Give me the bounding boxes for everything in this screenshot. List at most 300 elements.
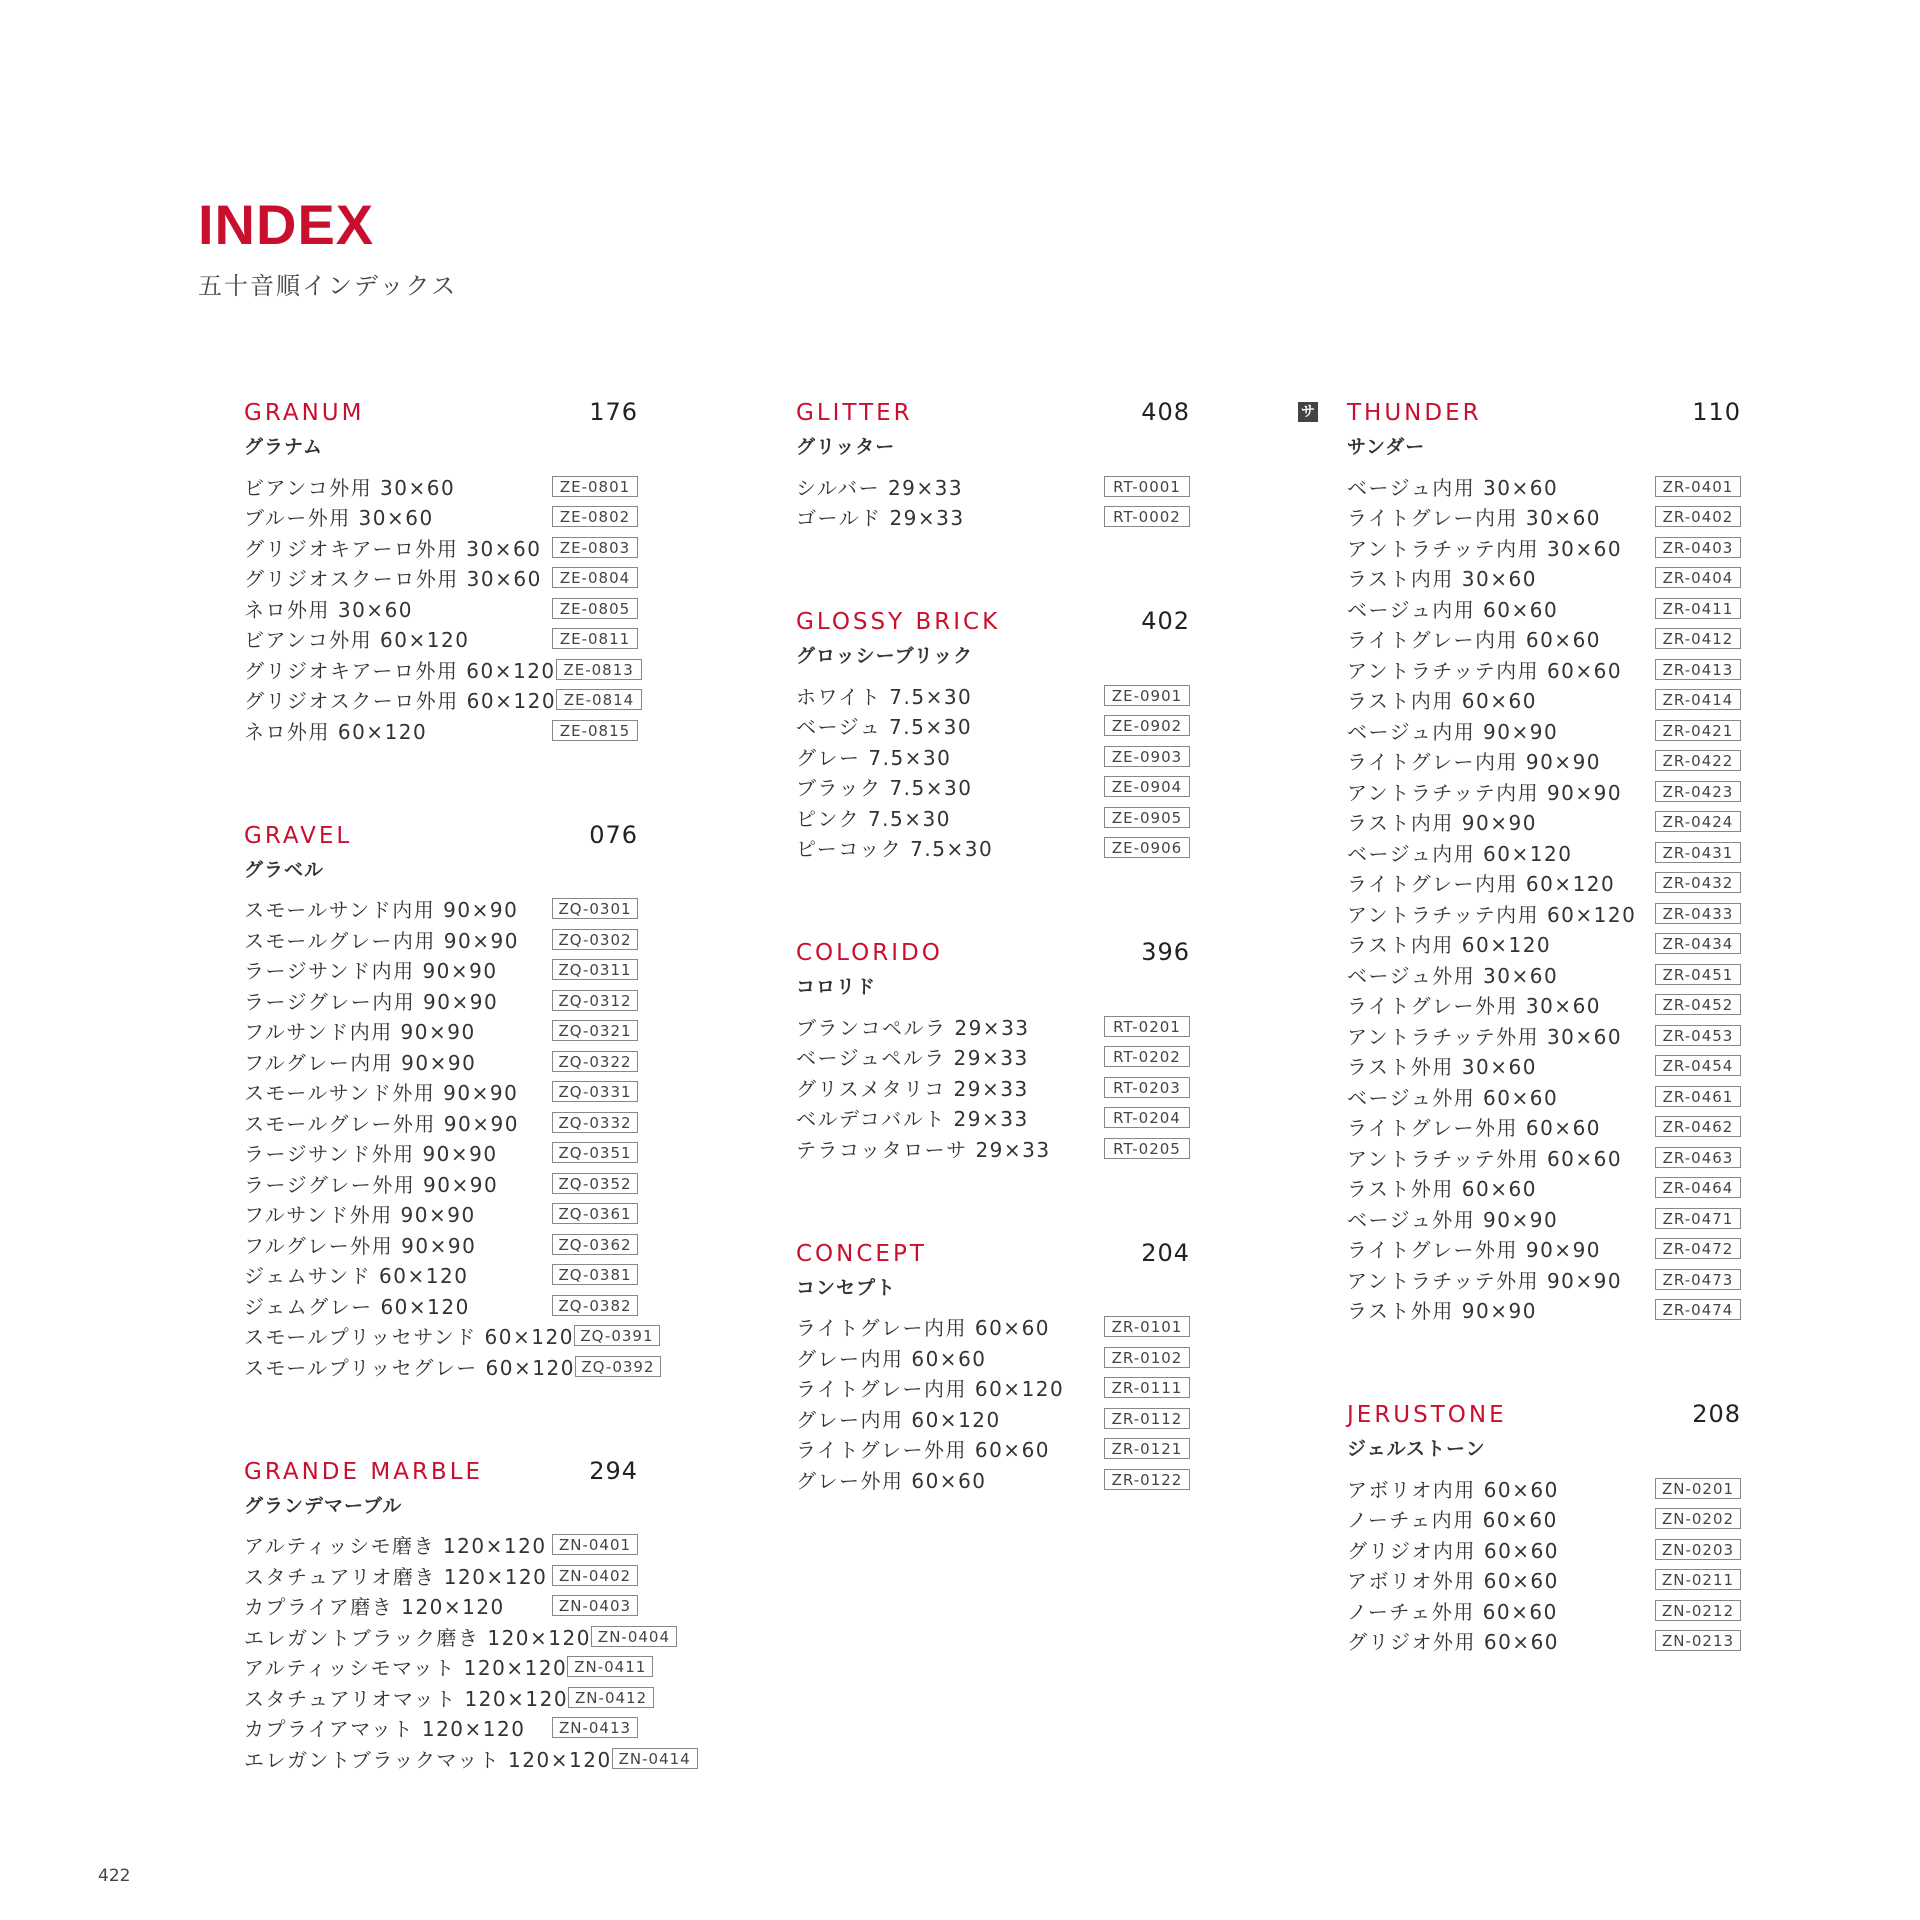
product-name: グリジオキアーロ外用 30×60 bbox=[244, 536, 542, 561]
product-list bbox=[244, 1530, 691, 1774]
product-row bbox=[796, 1011, 1190, 1042]
product-code: ZR-0101 bbox=[1104, 1316, 1190, 1337]
product-code: ZN-0212 bbox=[1655, 1600, 1741, 1621]
product-code: ZQ-0311 bbox=[552, 959, 638, 980]
product-code: ZR-0102 bbox=[1104, 1347, 1190, 1368]
product-name: ビアンコ外用 60×120 bbox=[244, 628, 470, 653]
product-row bbox=[1347, 624, 1741, 655]
product-list bbox=[796, 1011, 1190, 1164]
product-code: ZR-0403 bbox=[1655, 537, 1741, 558]
section-name: GRANDE MARBLE bbox=[244, 1458, 484, 1485]
product-name: ベージュ内用 90×90 bbox=[1347, 719, 1559, 744]
product-name: ピーコック 7.5×30 bbox=[796, 837, 994, 862]
index-section bbox=[1347, 1397, 1741, 1656]
product-name: フルサンド内用 90×90 bbox=[244, 1020, 476, 1045]
section-header bbox=[796, 935, 1190, 969]
product-row bbox=[1347, 532, 1741, 563]
product-row bbox=[1347, 1051, 1741, 1082]
product-name: ブラック 7.5×30 bbox=[796, 776, 973, 801]
product-code: RT-0203 bbox=[1104, 1077, 1190, 1098]
product-row bbox=[244, 955, 638, 986]
section-name: JERUSTONE bbox=[1347, 1402, 1507, 1428]
product-row bbox=[796, 711, 1190, 742]
product-row bbox=[244, 894, 638, 925]
product-row bbox=[244, 654, 638, 685]
product-row bbox=[244, 1107, 638, 1138]
product-code: ZR-0423 bbox=[1655, 781, 1741, 802]
product-name: アントラチッテ外用 90×90 bbox=[1347, 1268, 1623, 1293]
product-name: ライトグレー内用 60×120 bbox=[1347, 872, 1616, 897]
product-row bbox=[796, 1464, 1190, 1495]
product-code: RT-0204 bbox=[1104, 1107, 1190, 1128]
index-section bbox=[244, 395, 638, 746]
section-page-number: 294 bbox=[589, 1456, 638, 1485]
product-code: RT-0001 bbox=[1104, 476, 1190, 497]
product-row bbox=[796, 1042, 1190, 1073]
product-name: ベージュ 7.5×30 bbox=[796, 715, 973, 740]
product-code: ZN-0211 bbox=[1655, 1569, 1741, 1590]
product-code: ZR-0412 bbox=[1655, 628, 1741, 649]
product-code: ZN-0213 bbox=[1655, 1630, 1741, 1651]
product-row bbox=[244, 471, 638, 502]
product-row bbox=[796, 741, 1190, 772]
product-name: フルグレー内用 90×90 bbox=[244, 1050, 477, 1075]
product-name: フルグレー外用 90×90 bbox=[244, 1233, 477, 1258]
product-name: フルサンド外用 90×90 bbox=[244, 1203, 476, 1228]
product-name: ベージュ内用 60×60 bbox=[1347, 597, 1559, 622]
product-code: ZN-0203 bbox=[1655, 1539, 1741, 1560]
product-code: ZR-0451 bbox=[1655, 964, 1741, 985]
product-name: ラージグレー外用 90×90 bbox=[244, 1172, 499, 1197]
product-code: ZQ-0392 bbox=[575, 1356, 661, 1377]
kana-section-badge: サ bbox=[1298, 402, 1318, 422]
product-name: スモールプリッセグレー 60×120 bbox=[244, 1355, 575, 1380]
product-name: グレー内用 60×60 bbox=[796, 1346, 987, 1371]
product-code: ZQ-0382 bbox=[552, 1295, 638, 1316]
product-code: ZR-0404 bbox=[1655, 567, 1741, 588]
section-header bbox=[796, 1236, 1190, 1270]
product-row bbox=[796, 1434, 1190, 1465]
product-code: ZN-0411 bbox=[567, 1656, 653, 1677]
product-name: ラスト外用 60×60 bbox=[1347, 1177, 1537, 1202]
product-row bbox=[1347, 1234, 1741, 1265]
index-column-2 bbox=[796, 395, 1190, 1567]
product-name: ブランコペルラ 29×33 bbox=[796, 1015, 1030, 1040]
index-section bbox=[1347, 395, 1741, 1325]
section-name: THUNDER bbox=[1347, 400, 1482, 426]
product-row bbox=[1347, 1565, 1741, 1596]
product-code: ZN-0413 bbox=[552, 1717, 638, 1738]
product-name: ジェムサンド 60×120 bbox=[244, 1264, 469, 1289]
product-name: アボリオ外用 60×60 bbox=[1347, 1569, 1559, 1594]
product-code: ZR-0121 bbox=[1104, 1438, 1190, 1459]
page-subtitle: 五十音順インデックス bbox=[198, 272, 458, 300]
product-name: ノーチェ内用 60×60 bbox=[1347, 1508, 1558, 1533]
product-code: RT-0205 bbox=[1104, 1138, 1190, 1159]
product-row bbox=[1347, 471, 1741, 502]
product-row bbox=[1347, 1081, 1741, 1112]
product-row bbox=[1347, 1626, 1741, 1657]
product-row bbox=[244, 1560, 638, 1591]
product-code: ZN-0403 bbox=[552, 1595, 638, 1616]
index-section bbox=[796, 1236, 1190, 1495]
product-row bbox=[244, 1682, 648, 1713]
product-code: ZE-0804 bbox=[552, 567, 638, 588]
product-name: アントラチッテ内用 60×120 bbox=[1347, 902, 1637, 927]
product-code: ZR-0431 bbox=[1655, 842, 1741, 863]
product-code: ZR-0454 bbox=[1655, 1055, 1741, 1076]
section-name: GLITTER bbox=[796, 400, 913, 426]
section-page-number: 204 bbox=[1141, 1238, 1190, 1267]
product-name: ラージグレー内用 90×90 bbox=[244, 989, 499, 1014]
product-list bbox=[1347, 1473, 1741, 1656]
product-row bbox=[796, 772, 1190, 803]
product-row bbox=[244, 1351, 655, 1382]
product-row bbox=[796, 680, 1190, 711]
section-page-number: 408 bbox=[1141, 398, 1190, 426]
section-page-number: 110 bbox=[1692, 398, 1741, 426]
product-code: ZR-0413 bbox=[1655, 659, 1741, 680]
section-page-number: 176 bbox=[589, 398, 638, 426]
section-kana-name: グラベル bbox=[244, 858, 325, 881]
product-row bbox=[1347, 1295, 1741, 1326]
product-name: ネロ外用 30×60 bbox=[244, 597, 414, 622]
product-row bbox=[796, 502, 1190, 533]
product-row bbox=[1347, 685, 1741, 716]
product-name: ビアンコ外用 30×60 bbox=[244, 475, 456, 500]
product-row bbox=[1347, 1264, 1741, 1295]
product-row bbox=[1347, 502, 1741, 533]
product-code: RT-0201 bbox=[1104, 1016, 1190, 1037]
product-list bbox=[244, 894, 655, 1382]
product-code: ZQ-0331 bbox=[552, 1081, 638, 1102]
product-code: ZR-0402 bbox=[1655, 506, 1741, 527]
product-name: アボリオ内用 60×60 bbox=[1347, 1477, 1559, 1502]
product-row bbox=[1347, 837, 1741, 868]
product-code: ZR-0472 bbox=[1655, 1238, 1741, 1259]
product-code: RT-0202 bbox=[1104, 1046, 1190, 1067]
product-code: ZQ-0321 bbox=[552, 1020, 638, 1041]
product-name: アルティッシモ磨き 120×120 bbox=[244, 1534, 547, 1559]
product-row bbox=[1347, 959, 1741, 990]
product-name: カプライア磨き 120×120 bbox=[244, 1595, 505, 1620]
section-kana-name: ジェルストーン bbox=[1347, 1438, 1486, 1460]
product-code: ZE-0803 bbox=[552, 537, 638, 558]
product-name: エレガントブラック磨き 120×120 bbox=[244, 1625, 591, 1650]
product-name: アントラチッテ内用 30×60 bbox=[1347, 536, 1623, 561]
product-row bbox=[1347, 990, 1741, 1021]
product-code: ZR-0453 bbox=[1655, 1025, 1741, 1046]
index-section bbox=[244, 1454, 691, 1774]
section-kana-name: グラナム bbox=[244, 436, 324, 458]
product-code: ZR-0473 bbox=[1655, 1269, 1741, 1290]
product-row bbox=[244, 985, 638, 1016]
product-name: ベルデコバルト 29×33 bbox=[796, 1107, 1029, 1132]
product-row bbox=[244, 532, 638, 563]
section-kana-name: グランデマーブル bbox=[244, 1494, 403, 1517]
product-code: ZR-0463 bbox=[1655, 1147, 1741, 1168]
product-code: ZR-0464 bbox=[1655, 1177, 1741, 1198]
product-name: グリジオキアーロ外用 60×120 bbox=[244, 658, 556, 683]
product-code: ZR-0422 bbox=[1655, 750, 1741, 771]
product-row bbox=[1347, 563, 1741, 594]
product-name: アルティッシモマット 120×120 bbox=[244, 1656, 568, 1681]
section-header bbox=[1347, 395, 1741, 429]
product-row bbox=[1347, 746, 1741, 777]
product-row bbox=[796, 833, 1190, 864]
product-name: ゴールド 29×33 bbox=[796, 506, 965, 531]
product-row bbox=[796, 1133, 1190, 1164]
index-column-3 bbox=[1347, 395, 1741, 1728]
product-row bbox=[1347, 929, 1741, 960]
product-code: RT-0002 bbox=[1104, 506, 1190, 527]
product-row bbox=[796, 1103, 1190, 1134]
product-code: ZR-0474 bbox=[1655, 1299, 1741, 1320]
product-code: ZR-0414 bbox=[1655, 689, 1741, 710]
product-row bbox=[796, 1072, 1190, 1103]
product-name: ライトグレー内用 60×60 bbox=[796, 1316, 1051, 1341]
product-list bbox=[796, 680, 1190, 863]
product-list bbox=[244, 471, 638, 746]
product-list bbox=[796, 471, 1190, 532]
product-name: ブルー外用 30×60 bbox=[244, 506, 434, 531]
product-name: ネロ外用 60×120 bbox=[244, 719, 428, 744]
product-row bbox=[244, 685, 638, 716]
product-row bbox=[796, 471, 1190, 502]
product-row bbox=[1347, 807, 1741, 838]
product-row bbox=[1347, 654, 1741, 685]
product-name: スタチュアリオ磨き 120×120 bbox=[244, 1564, 548, 1589]
index-section bbox=[796, 935, 1190, 1164]
product-row bbox=[244, 1652, 647, 1683]
product-code: ZR-0112 bbox=[1104, 1408, 1190, 1429]
section-kana-name: グロッシーブリック bbox=[796, 645, 974, 667]
section-header bbox=[796, 604, 1190, 638]
product-name: シルバー 29×33 bbox=[796, 475, 964, 500]
product-row bbox=[244, 593, 638, 624]
product-name: ラスト外用 90×90 bbox=[1347, 1299, 1537, 1324]
product-code: ZE-0801 bbox=[552, 476, 638, 497]
product-name: スタチュアリオマット 120×120 bbox=[244, 1686, 569, 1711]
product-code: ZR-0433 bbox=[1655, 903, 1741, 924]
product-name: ラージサンド内用 90×90 bbox=[244, 959, 498, 984]
product-row bbox=[244, 624, 638, 655]
product-row bbox=[1347, 1203, 1741, 1234]
product-row bbox=[244, 502, 638, 533]
product-name: スモールグレー外用 90×90 bbox=[244, 1111, 519, 1136]
product-code: ZN-0412 bbox=[568, 1687, 654, 1708]
product-name: ベージュ外用 90×90 bbox=[1347, 1207, 1559, 1232]
product-row bbox=[244, 1591, 638, 1622]
product-code: ZE-0904 bbox=[1104, 776, 1190, 797]
product-code: ZE-0805 bbox=[552, 598, 638, 619]
product-code: ZR-0411 bbox=[1655, 598, 1741, 619]
product-name: アントラチッテ内用 90×90 bbox=[1347, 780, 1623, 805]
product-code: ZE-0905 bbox=[1104, 807, 1190, 828]
product-name: ラスト内用 60×120 bbox=[1347, 933, 1552, 958]
product-name: スモールグレー内用 90×90 bbox=[244, 928, 519, 953]
product-row bbox=[244, 715, 638, 746]
product-list bbox=[1347, 471, 1741, 1325]
page-title: INDEX bbox=[198, 193, 375, 256]
product-name: ジェムグレー 60×120 bbox=[244, 1294, 470, 1319]
index-section bbox=[796, 395, 1190, 532]
product-row bbox=[244, 1199, 638, 1230]
product-code: ZQ-0302 bbox=[552, 929, 638, 950]
product-row bbox=[244, 1016, 638, 1047]
product-name: アントラチッテ内用 60×60 bbox=[1347, 658, 1623, 683]
product-code: ZQ-0362 bbox=[552, 1234, 638, 1255]
product-row bbox=[1347, 593, 1741, 624]
section-name: GLOSSY BRICK bbox=[796, 609, 1001, 635]
section-kana-name: コンセプト bbox=[796, 1276, 897, 1299]
section-page-number: 402 bbox=[1141, 607, 1190, 635]
product-name: ピンク 7.5×30 bbox=[796, 806, 951, 831]
product-row bbox=[1347, 1173, 1741, 1204]
product-code: ZE-0903 bbox=[1104, 746, 1190, 767]
section-header bbox=[244, 818, 638, 852]
product-name: ベージュ内用 30×60 bbox=[1347, 475, 1559, 500]
product-code: ZR-0461 bbox=[1655, 1086, 1741, 1107]
product-code: ZN-0404 bbox=[591, 1626, 677, 1647]
product-row bbox=[244, 1138, 638, 1169]
product-name: ライトグレー内用 60×120 bbox=[796, 1377, 1065, 1402]
product-code: ZQ-0381 bbox=[552, 1264, 638, 1285]
section-kana-name: グリッター bbox=[796, 436, 896, 458]
product-name: ラスト外用 30×60 bbox=[1347, 1055, 1537, 1080]
product-name: ライトグレー外用 90×90 bbox=[1347, 1238, 1602, 1263]
product-row bbox=[244, 563, 638, 594]
product-code: ZQ-0391 bbox=[574, 1325, 660, 1346]
product-name: グレー外用 60×60 bbox=[796, 1468, 987, 1493]
product-row bbox=[1347, 1534, 1741, 1565]
product-row bbox=[244, 924, 638, 955]
product-name: グリジオスクーロ外用 60×120 bbox=[244, 689, 557, 714]
product-row bbox=[1347, 1142, 1741, 1173]
product-name: ベージュ外用 30×60 bbox=[1347, 963, 1559, 988]
product-code: ZR-0421 bbox=[1655, 720, 1741, 741]
product-name: ラージサンド外用 90×90 bbox=[244, 1142, 498, 1167]
product-row bbox=[244, 1290, 638, 1321]
product-code: ZE-0813 bbox=[556, 659, 642, 680]
product-name: スモールサンド内用 90×90 bbox=[244, 898, 519, 923]
section-page-number: 396 bbox=[1141, 938, 1190, 966]
product-row bbox=[796, 1342, 1190, 1373]
product-name: グリスメタリコ 29×33 bbox=[796, 1076, 1029, 1101]
product-name: テラコッタローサ 29×33 bbox=[796, 1137, 1051, 1162]
product-name: カプライアマット 120×120 bbox=[244, 1717, 526, 1742]
index-section bbox=[244, 818, 655, 1382]
product-name: ライトグレー外用 60×60 bbox=[796, 1438, 1051, 1463]
product-name: ライトグレー外用 30×60 bbox=[1347, 994, 1602, 1019]
product-name: スモールプリッセサンド 60×120 bbox=[244, 1325, 574, 1350]
product-row bbox=[244, 1530, 638, 1561]
product-row bbox=[244, 1713, 638, 1744]
product-code: ZE-0802 bbox=[552, 506, 638, 527]
product-name: グレー 7.5×30 bbox=[796, 745, 952, 770]
product-name: ホワイト 7.5×30 bbox=[796, 684, 973, 709]
product-name: スモールサンド外用 90×90 bbox=[244, 1081, 519, 1106]
product-code: ZE-0901 bbox=[1104, 685, 1190, 706]
product-code: ZR-0434 bbox=[1655, 933, 1741, 954]
product-name: ラスト内用 60×60 bbox=[1347, 689, 1537, 714]
product-code: ZN-0202 bbox=[1655, 1508, 1741, 1529]
product-code: ZE-0902 bbox=[1104, 715, 1190, 736]
product-row bbox=[796, 1403, 1190, 1434]
product-row bbox=[244, 1260, 638, 1291]
product-name: ベージュペルラ 29×33 bbox=[796, 1046, 1029, 1071]
product-name: ラスト内用 90×90 bbox=[1347, 811, 1537, 836]
index-section bbox=[796, 604, 1190, 863]
product-row bbox=[244, 1046, 638, 1077]
product-row bbox=[1347, 898, 1741, 929]
product-row bbox=[244, 1321, 654, 1352]
product-code: ZN-0201 bbox=[1655, 1478, 1741, 1499]
product-row bbox=[1347, 1595, 1741, 1626]
product-name: ベージュ内用 60×120 bbox=[1347, 841, 1573, 866]
product-code: ZR-0401 bbox=[1655, 476, 1741, 497]
product-row bbox=[1347, 868, 1741, 899]
product-code: ZE-0906 bbox=[1104, 837, 1190, 858]
product-row bbox=[796, 802, 1190, 833]
product-code: ZE-0814 bbox=[556, 689, 642, 710]
product-code: ZQ-0312 bbox=[552, 990, 638, 1011]
product-row bbox=[1347, 1112, 1741, 1143]
product-row bbox=[1347, 1504, 1741, 1535]
product-code: ZN-0414 bbox=[612, 1748, 698, 1769]
product-name: グリジオ外用 60×60 bbox=[1347, 1630, 1560, 1655]
product-code: ZQ-0352 bbox=[552, 1173, 638, 1194]
product-row bbox=[244, 1168, 638, 1199]
section-name: GRAVEL bbox=[244, 822, 353, 849]
product-name: グリジオスクーロ外用 30×60 bbox=[244, 567, 542, 592]
section-kana-name: サンダー bbox=[1347, 436, 1426, 458]
section-header bbox=[244, 395, 638, 429]
product-name: ライトグレー内用 90×90 bbox=[1347, 750, 1602, 775]
product-row bbox=[1347, 1473, 1741, 1504]
product-code: ZE-0811 bbox=[552, 628, 638, 649]
product-code: ZN-0401 bbox=[552, 1534, 638, 1555]
product-name: ライトグレー内用 30×60 bbox=[1347, 506, 1602, 531]
section-header bbox=[796, 395, 1190, 429]
product-row bbox=[244, 1229, 638, 1260]
product-code: ZQ-0332 bbox=[552, 1112, 638, 1133]
product-row bbox=[1347, 776, 1741, 807]
product-code: ZQ-0351 bbox=[552, 1142, 638, 1163]
product-code: ZQ-0322 bbox=[552, 1051, 638, 1072]
product-name: ライトグレー内用 60×60 bbox=[1347, 628, 1602, 653]
product-name: アントラチッテ外用 30×60 bbox=[1347, 1024, 1623, 1049]
section-page-number: 208 bbox=[1692, 1400, 1741, 1428]
product-code: ZR-0471 bbox=[1655, 1208, 1741, 1229]
product-code: ZQ-0361 bbox=[552, 1203, 638, 1224]
product-code: ZR-0424 bbox=[1655, 811, 1741, 832]
section-name: CONCEPT bbox=[796, 1240, 927, 1267]
product-name: ノーチェ外用 60×60 bbox=[1347, 1599, 1558, 1624]
product-row bbox=[244, 1743, 691, 1774]
product-list bbox=[796, 1312, 1190, 1495]
product-code: ZR-0432 bbox=[1655, 872, 1741, 893]
product-name: ベージュ外用 60×60 bbox=[1347, 1085, 1559, 1110]
product-row bbox=[244, 1077, 638, 1108]
product-code: ZQ-0301 bbox=[552, 898, 638, 919]
product-code: ZR-0122 bbox=[1104, 1469, 1190, 1490]
section-name: GRANUM bbox=[244, 400, 365, 426]
product-code: ZR-0111 bbox=[1104, 1377, 1190, 1398]
product-row bbox=[244, 1621, 671, 1652]
section-page-number: 076 bbox=[589, 820, 638, 849]
product-name: エレガントブラックマット 120×120 bbox=[244, 1747, 612, 1772]
